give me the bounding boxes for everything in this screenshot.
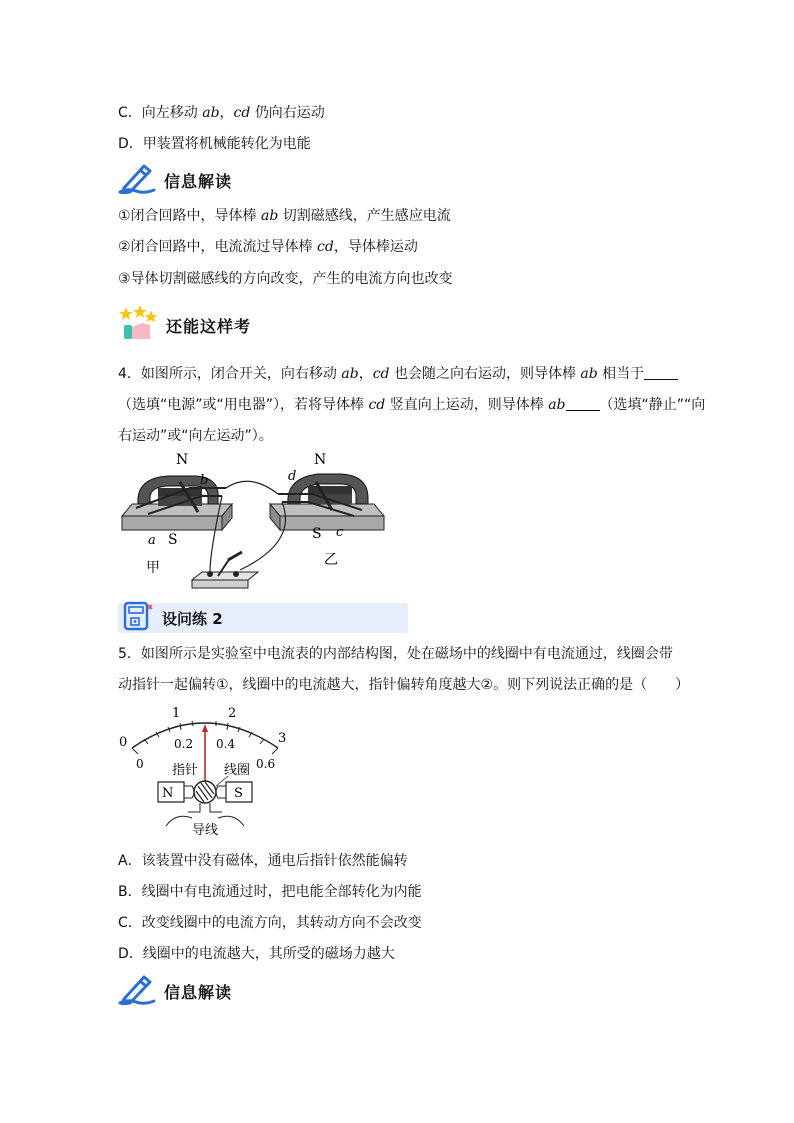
pole-s: S [234,786,243,801]
also-heading-text: 还能这样考 [166,316,252,336]
pen-icon [118,973,156,1009]
outer-tick-1: 1 [172,706,181,721]
figure-ammeter [116,702,296,844]
q5-option-a: A．该装置中没有磁体，通电后指针依然能偏转 [118,853,408,869]
left-a-label: a [148,533,156,548]
coil-label: 线圈 [224,763,251,778]
answer-blank[interactable] [644,365,678,380]
q5-line-2: 动指针一起偏转①，线圈中的电流越大，指针偏转角度越大②。则下列说法正确的是（ ） [118,677,690,693]
also-heading [118,305,251,345]
inner-tick-2: 0.4 [216,737,236,751]
info-heading-text: 信息解读 [164,171,233,191]
left-b-label: b [200,473,209,488]
stars-icon [118,305,158,345]
outer-tick-0: 0 [119,735,128,750]
inner-tick-1: 0.2 [174,737,194,751]
info-heading [118,163,232,197]
q5-option-b: B．线圈中有电流通过时，把电能全部转化为内能 [118,884,422,900]
right-n-label: N [314,452,327,468]
inner-tick-3: 0.6 [256,757,276,771]
practice-banner [118,603,408,633]
q5-option-d: D．线圈中的电流越大，其所受的磁场力越大 [118,946,395,962]
q4-line-1: 4．如图所示，闭合开关，向右移动 ab，cd 也会随之向右运动，则导体棒 ab 相当于 [118,365,678,383]
figure-generator-motor [118,452,408,592]
answer-blank[interactable] [566,396,600,411]
info-heading-2 [118,974,232,1008]
right-s-label: S [312,526,322,542]
wire-label: 导线 [192,823,219,838]
outer-tick-3: 3 [278,731,287,746]
right-d-label: d [288,469,297,484]
info-item-2: ②闭合回路中，电流流过导体棒 cd，导体棒运动 [118,239,418,255]
pointer-label: 指针 [172,763,199,778]
option-d: D．甲装置将机械能转化为电能 [118,136,311,152]
info-item-3: ③导体切割磁感线的方向改变，产生的电流方向也改变 [118,271,453,287]
practice-banner-text: 设问练 2 [162,609,223,628]
q4-line-3: 右运动”或“向左运动”）。 [118,428,273,444]
option-c: C．向左移动 ab，cd 仍向右运动 [118,105,325,121]
right-c-label: c [336,525,344,540]
outer-tick-2: 2 [228,706,237,721]
right-name-label: 乙 [324,552,338,568]
q5-option-c: C．改变线圈中的电流方向，其转动方向不会改变 [118,915,422,931]
info-heading-text-2: 信息解读 [164,982,233,1002]
inner-tick-0: 0 [136,757,144,771]
pole-n: N [162,786,174,801]
left-s-label: S [168,532,178,548]
q5-line-1: 5．如图所示是实验室中电流表的内部结构图，处在磁场中的线圈中有电流通过，线圈会带 [118,646,673,662]
left-n-label: N [176,452,189,468]
left-name-label: 甲 [146,560,160,576]
calculator-icon [122,601,154,635]
pen-icon [118,162,156,198]
q4-line-2: （选填“电源”或“用电器”），若将导体棒 cd 竖直向上运动，则导体棒 ab （选填“静止”“向 [118,397,706,413]
info-item-1: ①闭合回路中，导体棒 ab 切割磁感线，产生感应电流 [118,208,451,224]
